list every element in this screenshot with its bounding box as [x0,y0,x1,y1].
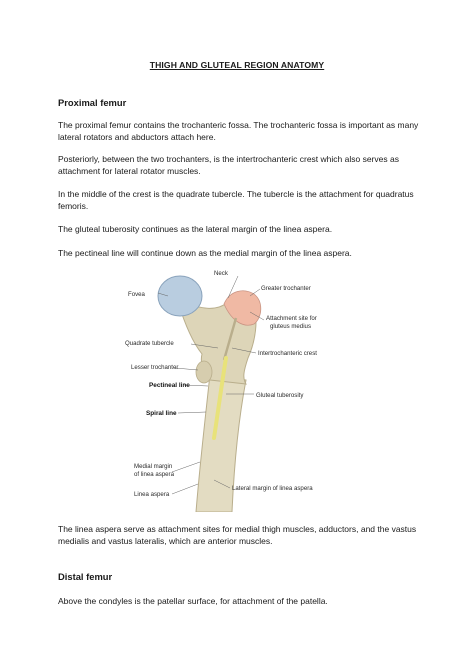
label-intertrochanteric-crest: Intertrochanteric crest [258,350,317,357]
paragraph-gluteal-tuberosity: The gluteal tuberosity continues as the lateral margin of the linea aspera. [58,224,333,234]
label-attachment-site-line2: gluteus medius [270,323,311,330]
label-neck: Neck [214,270,228,277]
lesser-trochanter [196,361,212,383]
paragraph-trochanteric-fossa: The proximal femur contains the trochanteric fossa. The trochanteric fossa is important as many lateral rotators and abductors attach here. [58,120,419,142]
document-title: THIGH AND GLUTEAL REGION ANATOMY [149,60,325,70]
paragraph-patellar-surface: Above the condyles is the patellar surface, for attachment of the patella. [58,596,328,606]
label-lateral-margin: Lateral margin of linea aspera [232,485,313,492]
femoral-head [158,276,202,316]
label-gluteal-tuberosity: Gluteal tuberosity [256,392,304,399]
paragraph-pectineal-line: The pectineal line will continue down as the medial margin of the linea aspera. [58,248,352,258]
label-quadrate-tubercle: Quadrate tubercle [125,340,174,347]
label-pectineal-line: Pectineal line [149,382,190,389]
label-attachment-site-line1: Attachment site for [266,315,317,322]
section-heading-proximal-femur: Proximal femur [58,97,127,108]
label-medial-margin-line2: of linea aspera [134,471,174,478]
section-heading-distal-femur: Distal femur [58,571,113,582]
femur-illustration [118,262,358,512]
paragraph-quadrate-tubercle: In the middle of the crest is the quadrate tubercle. The tubercle is the attachment for quadratus femoris. [58,189,414,211]
label-greater-trochanter: Greater trochanter [261,285,311,292]
label-lesser-trochanter: Lesser trochanter [131,364,179,371]
paragraph-linea-aspera-attachments: The linea aspera serve as attachment sites for medial thigh muscles, adductors, and the vastus medialis and vastus lateralis, which are anterior muscles. [58,524,417,546]
paragraph-intertrochanteric-crest: Posteriorly, between the two trochanters, is the intertrochanteric crest which also serves as attachment for lateral rotator muscles. [58,154,399,176]
label-linea-aspera: Linea aspera [134,491,170,498]
label-spiral-line: Spiral line [146,410,177,417]
label-medial-margin-line1: Medial margin [134,463,173,470]
label-fovea: Fovea [128,291,145,298]
